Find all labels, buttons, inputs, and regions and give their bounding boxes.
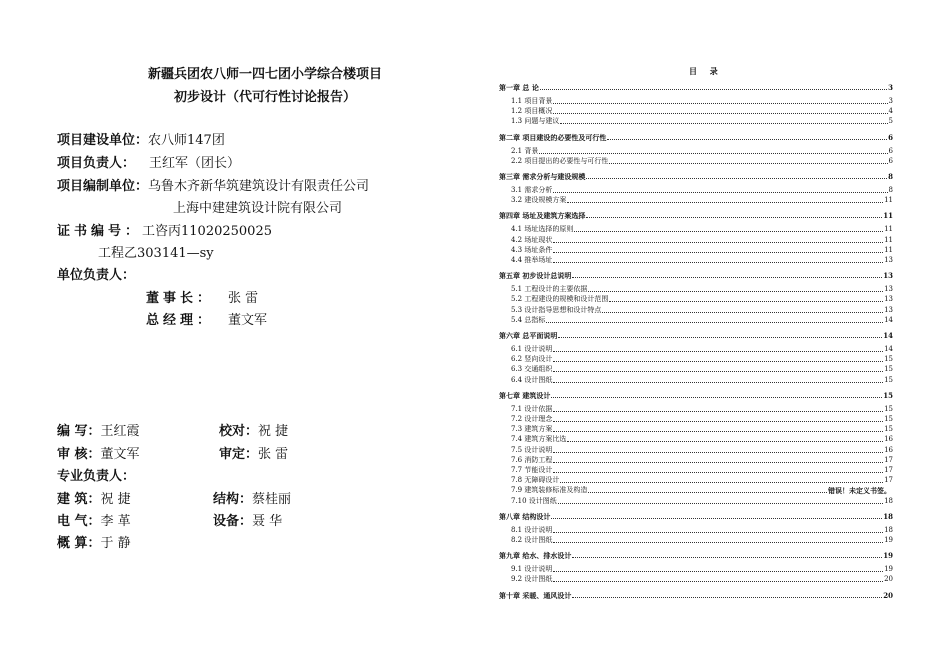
toc-chapter-row[interactable] [499,82,893,92]
toc-section-row[interactable] [511,224,893,234]
gm-label: 总经理： [146,313,215,328]
toc-entry-label: 第十章 采暖、通风设计 [499,590,572,600]
toc-dot-leader [553,451,883,453]
project-subtitle: 初步设计（代可行性讨论报告） [173,90,356,105]
toc-page-number: 15 [884,375,893,384]
toc-section-row[interactable] [511,284,893,294]
toc-entry-label: 5.1 工程设计的主要依据 [511,285,588,294]
leader-row [57,152,240,171]
toc-entry-label: 6.3 交通组织 [511,365,553,374]
toc-entry-label: 7.7 节能设计 [511,466,553,474]
toc-section-row[interactable] [511,475,893,485]
equip-label: 设备： [213,514,253,529]
budget-label: 概 算： [57,536,101,551]
toc-entry-label: 第七章 建筑设计 [499,390,551,400]
toc-dot-leader [553,531,883,533]
toc-entry-label: 5.2 工程建设的规模和设计范围 [511,295,609,304]
toc-section-row[interactable] [511,315,893,325]
toc-dot-leader [553,461,883,463]
toc-dot-leader [572,276,882,278]
toc-dot-leader [553,580,883,582]
toc-page-number: 15 [884,404,893,413]
toc-dot-leader [572,556,882,558]
review-row [57,443,140,462]
toc-dot-leader [609,300,883,302]
toc-page-number: 3 [888,83,893,92]
toc-page-number: 14 [884,315,893,324]
toc-entry-label: 7.4 建筑方案比选 [511,435,567,444]
toc-page [475,0,950,672]
toc-entry-label: 4.2 场址现状 [511,235,553,244]
toc-entry-label: 7.6 消防工程 [511,455,553,464]
toc-entry-label: 6.4 设计图纸 [511,375,553,384]
toc-dot-leader [553,410,883,412]
compile-unit-row [57,175,369,194]
toc-dot-leader [560,122,887,124]
toc-entry-label: 第八章 结构设计 [499,511,551,521]
toc-page-number: 16 [884,435,893,444]
leader-label: 项目负责人： [57,156,136,171]
budget-row [57,532,131,551]
toc-section-row[interactable] [511,574,893,584]
elec-row [57,510,131,529]
toc-dot-leader [558,336,882,338]
toc-section-row[interactable] [511,156,893,166]
toc-entry-label: 4.3 场址条件 [511,245,553,254]
toc-page-number: 13 [884,295,893,304]
toc-dot-leader [609,162,887,164]
toc-section-row[interactable] [511,305,893,315]
toc-dot-leader [572,596,882,598]
toc-dot-leader [551,517,882,519]
toc-page-number: 13 [883,271,893,281]
toc-section-row[interactable] [511,255,893,265]
toc-dot-leader [546,321,883,323]
project-title: 新疆兵团农八师一四七团小学综合楼项目 [147,67,382,82]
toc-section-row[interactable] [511,185,893,195]
struct-row [213,488,291,507]
equip-row [213,510,282,529]
toc-entry-label: 1.2 项目概况 [511,107,553,116]
toc-entry-label: 6.2 竖向设计 [511,355,553,364]
toc-page-number: 19 [884,565,893,574]
toc-dot-leader [553,241,883,243]
toc-dot-leader [586,216,882,218]
toc-section-row[interactable] [511,375,893,385]
compile-unit-value-1: 乌鲁木齐新华筑建筑设计有限责任公司 [148,179,370,194]
toc-page-number: 4 [888,107,893,116]
toc-entry-label: 5.4 总指标 [511,315,546,324]
toc-page-number: 17 [884,466,893,474]
toc-dot-leader [588,290,883,292]
toc-page-number: 16 [884,445,893,454]
cert-value-2: 工程乙303141—sy [98,246,214,261]
toc-section-row[interactable] [511,485,893,495]
toc-dot-leader [553,350,883,352]
toc-page-number: 8 [888,186,893,194]
toc-error-text: 错误！未定义书签。 [828,486,891,496]
toc-dot-leader [574,230,883,232]
toc-dot-leader [553,251,883,253]
toc-page-number: 8 [888,172,893,181]
toc-page-number: 13 [884,305,893,314]
toc-dot-leader [553,370,883,372]
specialist-label: 专业负责人： [57,469,136,484]
toc-section-row[interactable] [511,564,893,574]
toc-dot-leader [602,311,883,313]
toc-dot-leader [558,502,883,504]
build-unit-row [57,129,225,148]
toc-page-number: 15 [884,415,893,423]
toc-chapter-row[interactable] [499,330,893,340]
toc-entry-label: 8.1 设计说明 [511,525,553,534]
toc-entry-label: 2.1 背景 [511,146,539,155]
toc-entry-label: 第三章 需求分析与建设规模 [499,172,586,181]
toc-entry-label: 3.2 建设规模方案 [511,196,567,205]
toc-page-number: 15 [884,355,893,364]
toc-entry-label: 第二章 项目建设的必要性及可行性 [499,132,607,142]
toc-section-row[interactable] [511,344,893,354]
toc-page-number: 11 [883,211,893,221]
proof-row [219,420,288,439]
budget-value: 于 静 [100,536,131,551]
toc-entry-label: 第五章 初步设计总说明 [499,271,572,281]
toc-entry-label: 8.2 设计图纸 [511,536,553,544]
proof-value: 祝 捷 [258,424,289,439]
cert-label: 证书编号： [57,224,143,239]
toc-section-row[interactable] [511,424,893,434]
toc-section-row[interactable] [511,434,893,444]
unit-head-label: 单位负责人： [57,268,136,283]
toc-entry-label: 5.3 设计指导思想和设计特点 [511,305,602,314]
toc-page-number: 6 [888,132,893,142]
toc-heading: 目 录 [689,66,723,76]
approve-row [219,443,288,462]
toc-entry-label: 7.10 设计图纸 [511,496,557,505]
toc-page-number: 15 [884,365,893,374]
cert-row [57,220,272,239]
toc-entry-label: 9.2 设计图纸 [511,575,553,584]
toc-section-row[interactable] [511,535,893,545]
toc-page-number: 18 [884,496,893,505]
toc-chapter-row[interactable] [499,171,893,181]
equip-value: 聂 华 [252,514,283,529]
toc-entry-label: 1.3 问题与建议 [511,117,560,126]
toc-dot-leader [553,360,883,362]
toc-entry-label: 4.4 推举场址 [511,256,553,264]
toc-page-number: 13 [884,285,893,294]
toc-page-number: 19 [883,551,893,561]
build-unit-label: 项目建设单位： [57,133,149,148]
toc-entry-label: 第九章 给水、排水设计 [499,551,572,561]
toc-dot-leader [553,570,883,572]
toc-page-number: 20 [884,575,893,584]
toc-dot-leader [567,440,883,442]
toc-dot-leader [553,191,887,193]
toc-page-number: 13 [884,256,893,264]
toc-page-number: 6 [888,146,893,155]
toc-entry-label: 7.5 设计说明 [511,445,553,454]
toc-page-number: 11 [884,235,893,244]
toc-section-row[interactable] [511,404,893,414]
toc-page-number: 14 [884,345,893,353]
toc-page-number: 11 [884,196,893,205]
proof-label: 校对： [219,424,259,439]
toc-section-row[interactable] [511,525,893,535]
toc-dot-leader [551,396,882,398]
toc-page-number: 19 [884,536,893,544]
toc-section-row[interactable] [511,465,893,475]
toc-section-row[interactable] [511,364,893,374]
chairman-row [146,287,258,306]
toc-section-row[interactable] [511,245,893,255]
toc-dot-leader [586,177,887,179]
toc-dot-leader [588,491,827,493]
toc-page-number: 17 [884,476,893,485]
struct-label: 结构： [213,492,253,507]
chairman-label: 董事长： [146,291,215,306]
toc-page-number: 18 [884,525,893,534]
review-value: 董文军 [100,447,140,462]
toc-section-row[interactable] [511,195,893,205]
toc-chapter-row[interactable] [499,390,893,400]
toc-dot-leader [560,481,883,483]
approve-label: 审定： [219,447,259,462]
toc-dot-leader [567,201,883,203]
compile-unit-value-2: 上海中建建筑设计院有限公司 [173,201,343,216]
toc-section-row[interactable] [511,106,893,116]
gm-value: 董文军 [228,313,268,328]
toc-page-number: 5 [888,117,893,126]
elec-value: 李 革 [100,514,131,529]
toc-section-row[interactable] [511,354,893,364]
toc-page-number: 17 [884,455,893,464]
toc-dot-leader [553,541,883,543]
toc-chapter-row[interactable] [499,550,893,560]
toc-entry-label: 第一章 总 论 [499,83,539,92]
toc-section-row[interactable] [511,96,893,106]
toc-section-row[interactable] [511,455,893,465]
toc-dot-leader [553,471,883,473]
toc-page-number: 15 [884,425,893,434]
toc-page-number: 15 [883,390,893,400]
review-label: 审 核： [57,447,101,462]
writer-label: 编 写： [57,424,101,439]
toc-section-row[interactable] [511,235,893,245]
toc-page-number: 11 [884,225,893,234]
build-unit-value: 农八师147团 [148,133,225,148]
arch-value: 祝 捷 [100,492,131,507]
toc-entry-label: 7.9 建筑装修标准及构造 [511,486,588,495]
chairman-value: 张 雷 [228,291,259,306]
toc-entry-label: 3.1 需求分析 [511,186,553,194]
toc-page-number: 3 [888,97,893,105]
toc-page-number: 20 [883,590,893,600]
toc-page-number: 6 [888,156,893,165]
toc-section-row[interactable] [511,496,893,506]
toc-dot-leader [553,420,883,422]
arch-label: 建 筑： [57,492,101,507]
toc-entry-label: 7.2 设计理念 [511,415,553,423]
toc-section-row[interactable] [511,146,893,156]
cert-value-1: 工咨丙11020250025 [142,224,272,239]
toc-section-row[interactable] [511,445,893,455]
toc-chapter-row[interactable] [499,590,893,600]
toc-page-number: 11 [884,245,893,254]
gm-row [146,309,267,328]
toc-chapter-row[interactable] [499,210,893,220]
elec-label: 电 气： [57,514,101,529]
toc-entry-label: 4.1 场址选择的原则 [511,225,574,234]
toc-dot-leader [607,138,887,140]
arch-row [57,488,131,507]
toc-chapter-row[interactable] [499,132,893,142]
writer-value: 王红霞 [100,424,140,439]
approve-value: 张 雷 [258,447,289,462]
toc-dot-leader [553,430,883,432]
toc-dot-leader [540,88,887,90]
toc-section-row[interactable] [511,414,893,424]
toc-entry-label: 7.1 设计依据 [511,404,553,413]
toc-page-number: 14 [883,331,893,340]
toc-entry-label: 7.8 无障碍设计 [511,476,560,485]
toc-page-number: 18 [883,511,893,521]
toc-dot-leader [553,381,883,383]
compile-unit-label: 项目编制单位： [57,179,149,194]
toc-entry-label: 6.1 设计说明 [511,345,553,353]
toc-dot-leader [553,102,887,104]
toc-entry-label: 1.1 项目背景 [511,97,553,105]
toc-entry-label: 第四章 场址及建筑方案选择 [499,211,586,221]
toc-section-row[interactable] [511,294,893,304]
toc-section-row[interactable] [511,116,893,126]
toc-chapter-row[interactable] [499,511,893,521]
struct-value: 蔡桂丽 [252,492,292,507]
toc-entry-label: 2.2 项目提出的必要性与可行性 [511,156,609,165]
toc-dot-leader [553,112,887,114]
toc-entry-label: 9.1 设计说明 [511,565,553,574]
toc-entry-label: 第六章 总平面说明 [499,331,558,340]
toc-dot-leader [539,152,887,154]
toc-entry-label: 7.3 建筑方案 [511,425,553,434]
toc-chapter-row[interactable] [499,270,893,280]
writer-row [57,420,140,439]
toc-dot-leader [553,261,883,263]
leader-value: 王红军（团长） [149,156,241,171]
